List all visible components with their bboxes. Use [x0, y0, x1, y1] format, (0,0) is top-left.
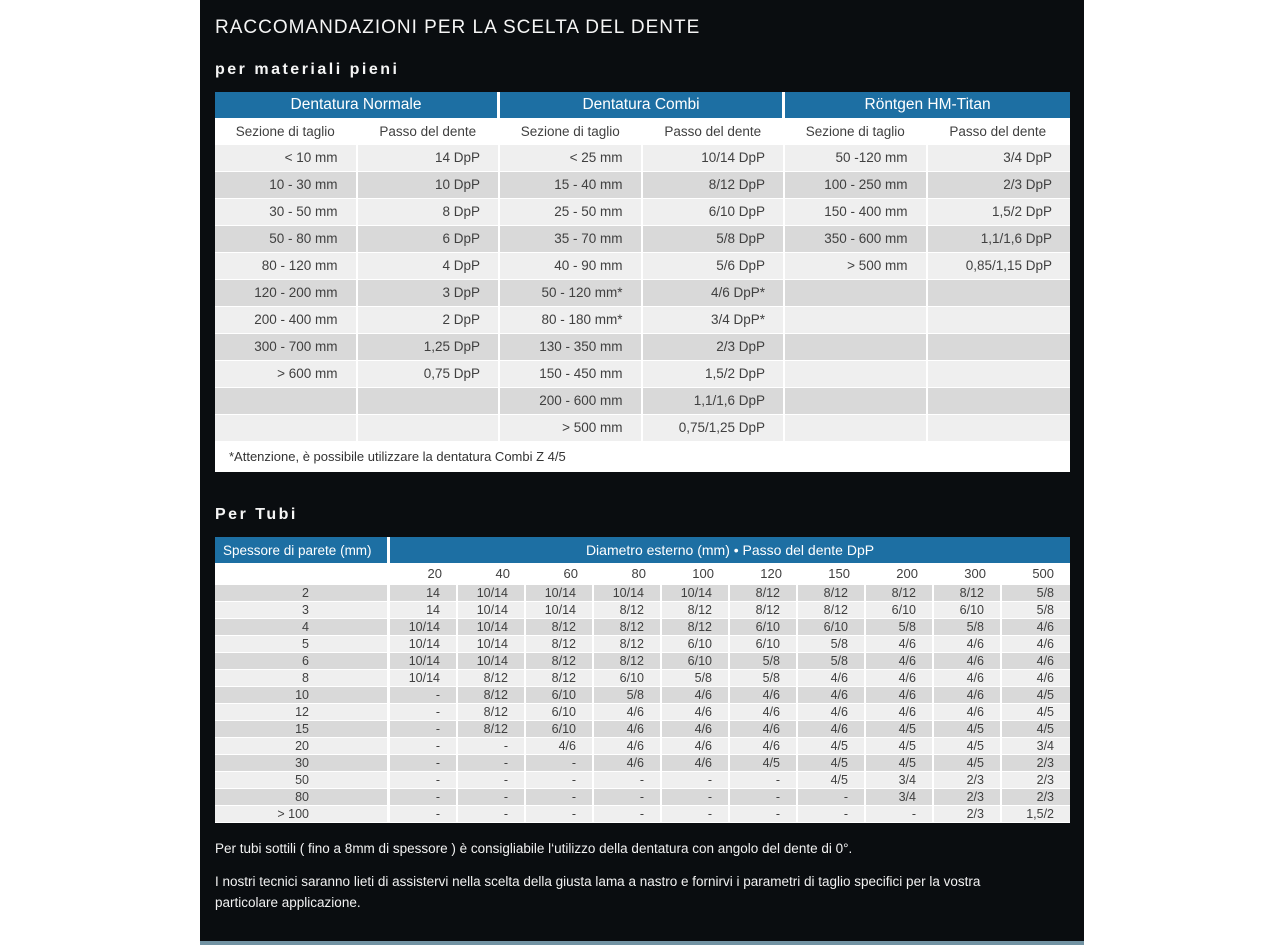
table-cell — [928, 307, 1071, 334]
table-cell: - — [390, 738, 458, 755]
table-cell: - — [390, 806, 458, 823]
outer-diameter-header: Diametro esterno (mm) • Passo del dente DpP — [390, 537, 1070, 563]
table-cell: 200 — [866, 563, 934, 585]
table-cell: 4/6 — [662, 755, 730, 772]
table-cell: - — [458, 772, 526, 789]
table-cell: 2/3 DpP — [928, 172, 1071, 199]
table-cell: 4/5 — [730, 755, 798, 772]
table-cell: 5/8 DpP — [643, 226, 786, 253]
tubes-heading: Per Tubi — [215, 506, 298, 523]
table-cell: 10/14 — [526, 585, 594, 602]
table-cell: 4/5 — [866, 738, 934, 755]
table-cell: 4/5 — [798, 772, 866, 789]
subheader-cell: Sezione di taglio — [500, 118, 643, 145]
subheader-cell: Sezione di taglio — [215, 118, 358, 145]
table-cell: 500 — [1002, 563, 1070, 585]
table-cell: 2/3 — [1002, 772, 1070, 789]
table-cell — [928, 361, 1071, 388]
table-cell: 5/8 — [594, 687, 662, 704]
thin-tubes-note: Per tubi sottili ( fino a 8mm di spessore ) è consigliabile l‘utilizzo della dentatura con angolo del dente di 0°. — [215, 841, 853, 856]
table-cell — [785, 280, 928, 307]
subheader-cell: Passo del dente — [643, 118, 786, 145]
table-cell: 50 — [215, 772, 390, 789]
table-cell: 6/10 — [526, 704, 594, 721]
table-cell: 3 DpP — [358, 280, 501, 307]
table-cell: 2/3 — [934, 789, 1002, 806]
table-cell: 10 DpP — [358, 172, 501, 199]
table-cell: 4 — [215, 619, 390, 636]
table-cell: 4/6 — [798, 670, 866, 687]
table-row — [215, 653, 1070, 670]
table-cell: 8 — [215, 670, 390, 687]
table-cell: 10/14 — [390, 636, 458, 653]
table-cell: 4/5 — [798, 738, 866, 755]
table-cell: 8/12 — [594, 619, 662, 636]
table-row — [215, 602, 1070, 619]
table-cell: 8/12 — [526, 670, 594, 687]
table-row — [215, 361, 1070, 388]
table-cell: 1,5/2 DpP — [643, 361, 786, 388]
table-cell: 25 - 50 mm — [500, 199, 643, 226]
table-row — [215, 415, 1070, 442]
table-cell: 5/6 DpP — [643, 253, 786, 280]
table-cell: 4/5 — [866, 755, 934, 772]
table-row — [215, 755, 1070, 772]
table-cell: 4/6 — [866, 653, 934, 670]
table-cell: 2 — [215, 585, 390, 602]
table-cell — [928, 334, 1071, 361]
table-cell: 300 — [934, 563, 1002, 585]
table-cell: 1,1/1,6 DpP — [928, 226, 1071, 253]
table-cell: 5/8 — [798, 653, 866, 670]
table-cell — [215, 415, 358, 442]
table-cell: 4/6 — [594, 738, 662, 755]
table-cell — [928, 388, 1071, 415]
table-cell: 14 — [390, 585, 458, 602]
table-cell: 8/12 — [730, 585, 798, 602]
subheader-cell: Passo del dente — [928, 118, 1071, 145]
table-cell: 8/12 — [730, 602, 798, 619]
table-cell: 80 — [215, 789, 390, 806]
table-cell: - — [390, 755, 458, 772]
table-cell: > 100 — [215, 806, 390, 823]
table-row — [215, 226, 1070, 253]
table-cell: 4/5 — [934, 755, 1002, 772]
table-cell — [215, 388, 358, 415]
table-row — [215, 670, 1070, 687]
table-cell: 3/4 — [866, 789, 934, 806]
table-cell — [358, 388, 501, 415]
table-cell: 10/14 — [594, 585, 662, 602]
group-header-row — [215, 92, 1070, 118]
table-cell: 4/6 — [594, 755, 662, 772]
table-cell: 200 - 400 mm — [215, 307, 358, 334]
table-cell: 4 DpP — [358, 253, 501, 280]
table-cell: 8/12 — [662, 602, 730, 619]
column-group-rontgen-hm-titan: Röntgen HM-Titan — [785, 92, 1070, 118]
table-cell — [785, 361, 928, 388]
table-cell: 4/6 DpP* — [643, 280, 786, 307]
table-cell: 6/10 — [934, 602, 1002, 619]
table-cell: - — [662, 789, 730, 806]
diameter-header-row — [215, 563, 1070, 585]
table-cell: 0,85/1,15 DpP — [928, 253, 1071, 280]
table-cell: 12 — [215, 704, 390, 721]
table-cell — [928, 415, 1071, 442]
table-cell — [358, 415, 501, 442]
table-row — [215, 585, 1070, 602]
subheader-cell: Passo del dente — [358, 118, 501, 145]
table-cell: - — [594, 789, 662, 806]
table-cell: 4/6 — [866, 670, 934, 687]
table-cell: - — [730, 789, 798, 806]
table-cell: 4/6 — [594, 704, 662, 721]
table-cell: 8 DpP — [358, 199, 501, 226]
table-cell: 20 — [215, 738, 390, 755]
table-cell: 8/12 — [866, 585, 934, 602]
column-group-dentatura-normale: Dentatura Normale — [215, 92, 500, 118]
table-cell: 4/6 — [662, 721, 730, 738]
table-cell: 5/8 — [866, 619, 934, 636]
table-cell: > 500 mm — [500, 415, 643, 442]
table-cell: 14 — [390, 602, 458, 619]
table-cell: 50 - 120 mm* — [500, 280, 643, 307]
table-cell: 10/14 — [458, 653, 526, 670]
table-cell: - — [662, 806, 730, 823]
table-cell: 2/3 — [1002, 755, 1070, 772]
assistance-note: I nostri tecnici saranno lieti di assistervi nella scelta della giusta lama a nastro e fornirvi i parametri di taglio specifici per la vostra particolare applicazione. — [215, 873, 981, 910]
table-cell: 6/10 — [730, 636, 798, 653]
table-cell: 4/6 — [730, 704, 798, 721]
table-cell: 4/5 — [934, 721, 1002, 738]
table-cell: - — [526, 806, 594, 823]
table-row — [215, 789, 1070, 806]
table-cell: 0,75 DpP — [358, 361, 501, 388]
table-cell: 2/3 DpP — [643, 334, 786, 361]
table-cell: - — [526, 772, 594, 789]
table-cell: 60 — [526, 563, 594, 585]
table-cell: 5/8 — [1002, 602, 1070, 619]
table-cell: 6/10 — [662, 653, 730, 670]
table-cell: 10/14 — [458, 602, 526, 619]
table-cell: 3/4 DpP* — [643, 307, 786, 334]
table-cell: 120 - 200 mm — [215, 280, 358, 307]
table-cell: 4/6 — [1002, 670, 1070, 687]
table-cell: 8/12 — [458, 721, 526, 738]
table-cell: 130 - 350 mm — [500, 334, 643, 361]
table-cell: 8/12 — [526, 619, 594, 636]
table-cell: 10 — [215, 687, 390, 704]
table-cell: - — [866, 806, 934, 823]
table-cell: 50 - 80 mm — [215, 226, 358, 253]
table-cell: 150 - 400 mm — [785, 199, 928, 226]
table-cell: 6/10 — [526, 687, 594, 704]
table-row — [215, 199, 1070, 226]
table-cell: 4/6 — [866, 687, 934, 704]
table-cell: 4/6 — [798, 704, 866, 721]
table-cell: 10/14 — [390, 670, 458, 687]
table-cell: 4/6 — [934, 653, 1002, 670]
table-cell: - — [662, 772, 730, 789]
wall-thickness-header: Spessore di parete (mm) — [215, 537, 390, 563]
table-row — [215, 687, 1070, 704]
table-cell: 5/8 — [934, 619, 1002, 636]
table-cell: - — [458, 738, 526, 755]
table-cell: 5/8 — [730, 653, 798, 670]
table-cell — [785, 334, 928, 361]
table-cell — [785, 388, 928, 415]
table-cell: 4/6 — [798, 687, 866, 704]
table-cell: 80 — [594, 563, 662, 585]
table-cell: 8/12 — [458, 670, 526, 687]
table-cell: 3/4 — [1002, 738, 1070, 755]
table-cell: - — [730, 806, 798, 823]
table-cell: 4/5 — [1002, 687, 1070, 704]
table-cell: 5/8 — [798, 636, 866, 653]
table-cell: 2/3 — [1002, 789, 1070, 806]
table-row — [215, 334, 1070, 361]
table-cell: 100 — [662, 563, 730, 585]
table-cell: 8/12 — [798, 585, 866, 602]
bottom-accent-bar — [200, 941, 1084, 945]
table-cell: 3/4 — [866, 772, 934, 789]
table-cell: 300 - 700 mm — [215, 334, 358, 361]
table-cell: 4/6 — [730, 687, 798, 704]
table-cell: 8/12 DpP — [643, 172, 786, 199]
table-cell: 10/14 — [458, 585, 526, 602]
table-cell: 8/12 — [662, 619, 730, 636]
table-cell: 50 -120 mm — [785, 145, 928, 172]
table-cell: 6 DpP — [358, 226, 501, 253]
table-cell: 20 — [390, 563, 458, 585]
table-row — [215, 253, 1070, 280]
table-cell: 10/14 — [526, 602, 594, 619]
table-cell: 6/10 — [594, 670, 662, 687]
table-cell: 4/6 — [866, 636, 934, 653]
table-cell: 8/12 — [526, 636, 594, 653]
table-cell: 15 — [215, 721, 390, 738]
table-cell: 8/12 — [458, 704, 526, 721]
table-cell: 15 - 40 mm — [500, 172, 643, 199]
table-cell: 8/12 — [934, 585, 1002, 602]
table-cell: 4/6 — [866, 704, 934, 721]
table-cell: 350 - 600 mm — [785, 226, 928, 253]
table-cell: 4/6 — [934, 636, 1002, 653]
table-cell: 14 DpP — [358, 145, 501, 172]
table-cell: 150 - 450 mm — [500, 361, 643, 388]
table-cell: 10/14 — [458, 619, 526, 636]
table-cell: 4/6 — [1002, 653, 1070, 670]
table-cell: 6/10 — [798, 619, 866, 636]
solid-materials-table — [215, 92, 1070, 442]
page-title: RACCOMANDAZIONI PER LA SCELTA DEL DENTE — [215, 17, 701, 38]
table-cell: < 10 mm — [215, 145, 358, 172]
table-cell: 8/12 — [594, 653, 662, 670]
table-cell: 8/12 — [798, 602, 866, 619]
table-cell — [785, 415, 928, 442]
table-row — [215, 704, 1070, 721]
table-cell: 1,5/2 — [1002, 806, 1070, 823]
table-cell: 6 — [215, 653, 390, 670]
table-row — [215, 721, 1070, 738]
table-cell: 4/5 — [866, 721, 934, 738]
table-cell: - — [458, 806, 526, 823]
table-cell: 80 - 120 mm — [215, 253, 358, 280]
table-cell: < 25 mm — [500, 145, 643, 172]
table-cell — [928, 280, 1071, 307]
table-row — [215, 619, 1070, 636]
table-cell: 10/14 — [390, 619, 458, 636]
table-row — [215, 772, 1070, 789]
table-cell: 0,75/1,25 DpP — [643, 415, 786, 442]
table-cell: 100 - 250 mm — [785, 172, 928, 199]
tubes-table — [215, 537, 1070, 823]
table-cell: - — [390, 704, 458, 721]
table-cell: 8/12 — [594, 602, 662, 619]
table-cell: 40 - 90 mm — [500, 253, 643, 280]
table-cell: 6/10 — [662, 636, 730, 653]
table-cell: - — [390, 687, 458, 704]
table-cell: 4/6 — [798, 721, 866, 738]
table-cell: 5/8 — [1002, 585, 1070, 602]
table-cell: 4/6 — [934, 704, 1002, 721]
table-cell: 200 - 600 mm — [500, 388, 643, 415]
tubes-table-body — [215, 585, 1070, 823]
table-row — [215, 280, 1070, 307]
table-cell: 5/8 — [662, 670, 730, 687]
table-cell: 4/6 — [662, 738, 730, 755]
table-cell: 5 — [215, 636, 390, 653]
table-cell: 4/6 — [526, 738, 594, 755]
table-cell — [785, 307, 928, 334]
table-cell: - — [526, 755, 594, 772]
table-cell: 4/6 — [594, 721, 662, 738]
table-cell: 4/6 — [730, 721, 798, 738]
table-row — [215, 636, 1070, 653]
table-cell: > 600 mm — [215, 361, 358, 388]
table-cell: - — [390, 721, 458, 738]
table-cell: 4/6 — [1002, 636, 1070, 653]
table-cell: 1,5/2 DpP — [928, 199, 1071, 226]
table-cell: 10/14 DpP — [643, 145, 786, 172]
table-cell: - — [458, 789, 526, 806]
table-cell: - — [730, 772, 798, 789]
table-cell: 80 - 180 mm* — [500, 307, 643, 334]
table-cell: - — [458, 755, 526, 772]
table-cell: 150 — [798, 563, 866, 585]
table-cell: 2 DpP — [358, 307, 501, 334]
table-cell: 40 — [458, 563, 526, 585]
table-row — [215, 738, 1070, 755]
table-cell: 4/5 — [1002, 704, 1070, 721]
table-cell: > 500 mm — [785, 253, 928, 280]
table-cell: 3 — [215, 602, 390, 619]
table-cell: 10 - 30 mm — [215, 172, 358, 199]
table-cell: - — [390, 789, 458, 806]
table-cell: - — [390, 772, 458, 789]
table-cell: 10/14 — [662, 585, 730, 602]
table-cell: 4/5 — [798, 755, 866, 772]
table-cell: 4/6 — [934, 687, 1002, 704]
table-cell: 4/6 — [730, 738, 798, 755]
table-cell: 4/5 — [934, 738, 1002, 755]
table-cell: 120 — [730, 563, 798, 585]
table-cell: 2/3 — [934, 772, 1002, 789]
table-cell: 5/8 — [730, 670, 798, 687]
solid-materials-heading: per materiali pieni — [215, 61, 400, 78]
table-row — [215, 388, 1070, 415]
table-row — [215, 307, 1070, 334]
table-cell: 4/6 — [934, 670, 1002, 687]
table-cell: 1,1/1,6 DpP — [643, 388, 786, 415]
table-cell: 4/5 — [1002, 721, 1070, 738]
table-row — [215, 172, 1070, 199]
content-panel — [200, 0, 1084, 945]
table-cell: 1,25 DpP — [358, 334, 501, 361]
table-cell: - — [798, 789, 866, 806]
table-cell: - — [594, 772, 662, 789]
table-cell: 6/10 — [866, 602, 934, 619]
subheader-cell: Sezione di taglio — [785, 118, 928, 145]
table-cell: 6/10 — [730, 619, 798, 636]
table-cell: 30 - 50 mm — [215, 199, 358, 226]
table-cell: 4/6 — [1002, 619, 1070, 636]
solid-table-footnote: *Attenzione, è possibile utilizzare la dentatura Combi Z 4/5 — [215, 442, 1070, 472]
tubes-header-row — [215, 537, 1070, 563]
table-cell: 30 — [215, 755, 390, 772]
table-cell: 2/3 — [934, 806, 1002, 823]
solid-table-body — [215, 145, 1070, 442]
table-cell: - — [594, 806, 662, 823]
table-cell: 8/12 — [526, 653, 594, 670]
table-cell: 8/12 — [458, 687, 526, 704]
table-row — [215, 145, 1070, 172]
table-cell: 4/6 — [662, 687, 730, 704]
table-cell: 10/14 — [458, 636, 526, 653]
table-cell — [215, 563, 390, 585]
table-cell: - — [526, 789, 594, 806]
table-cell: 4/6 — [662, 704, 730, 721]
table-cell: 3/4 DpP — [928, 145, 1071, 172]
table-cell: 6/10 — [526, 721, 594, 738]
table-cell: 8/12 — [594, 636, 662, 653]
table-cell: 35 - 70 mm — [500, 226, 643, 253]
subheader-row — [215, 118, 1070, 145]
table-row — [215, 806, 1070, 823]
table-cell: 10/14 — [390, 653, 458, 670]
column-group-dentatura-combi: Dentatura Combi — [500, 92, 785, 118]
table-cell: 6/10 DpP — [643, 199, 786, 226]
table-cell: - — [798, 806, 866, 823]
